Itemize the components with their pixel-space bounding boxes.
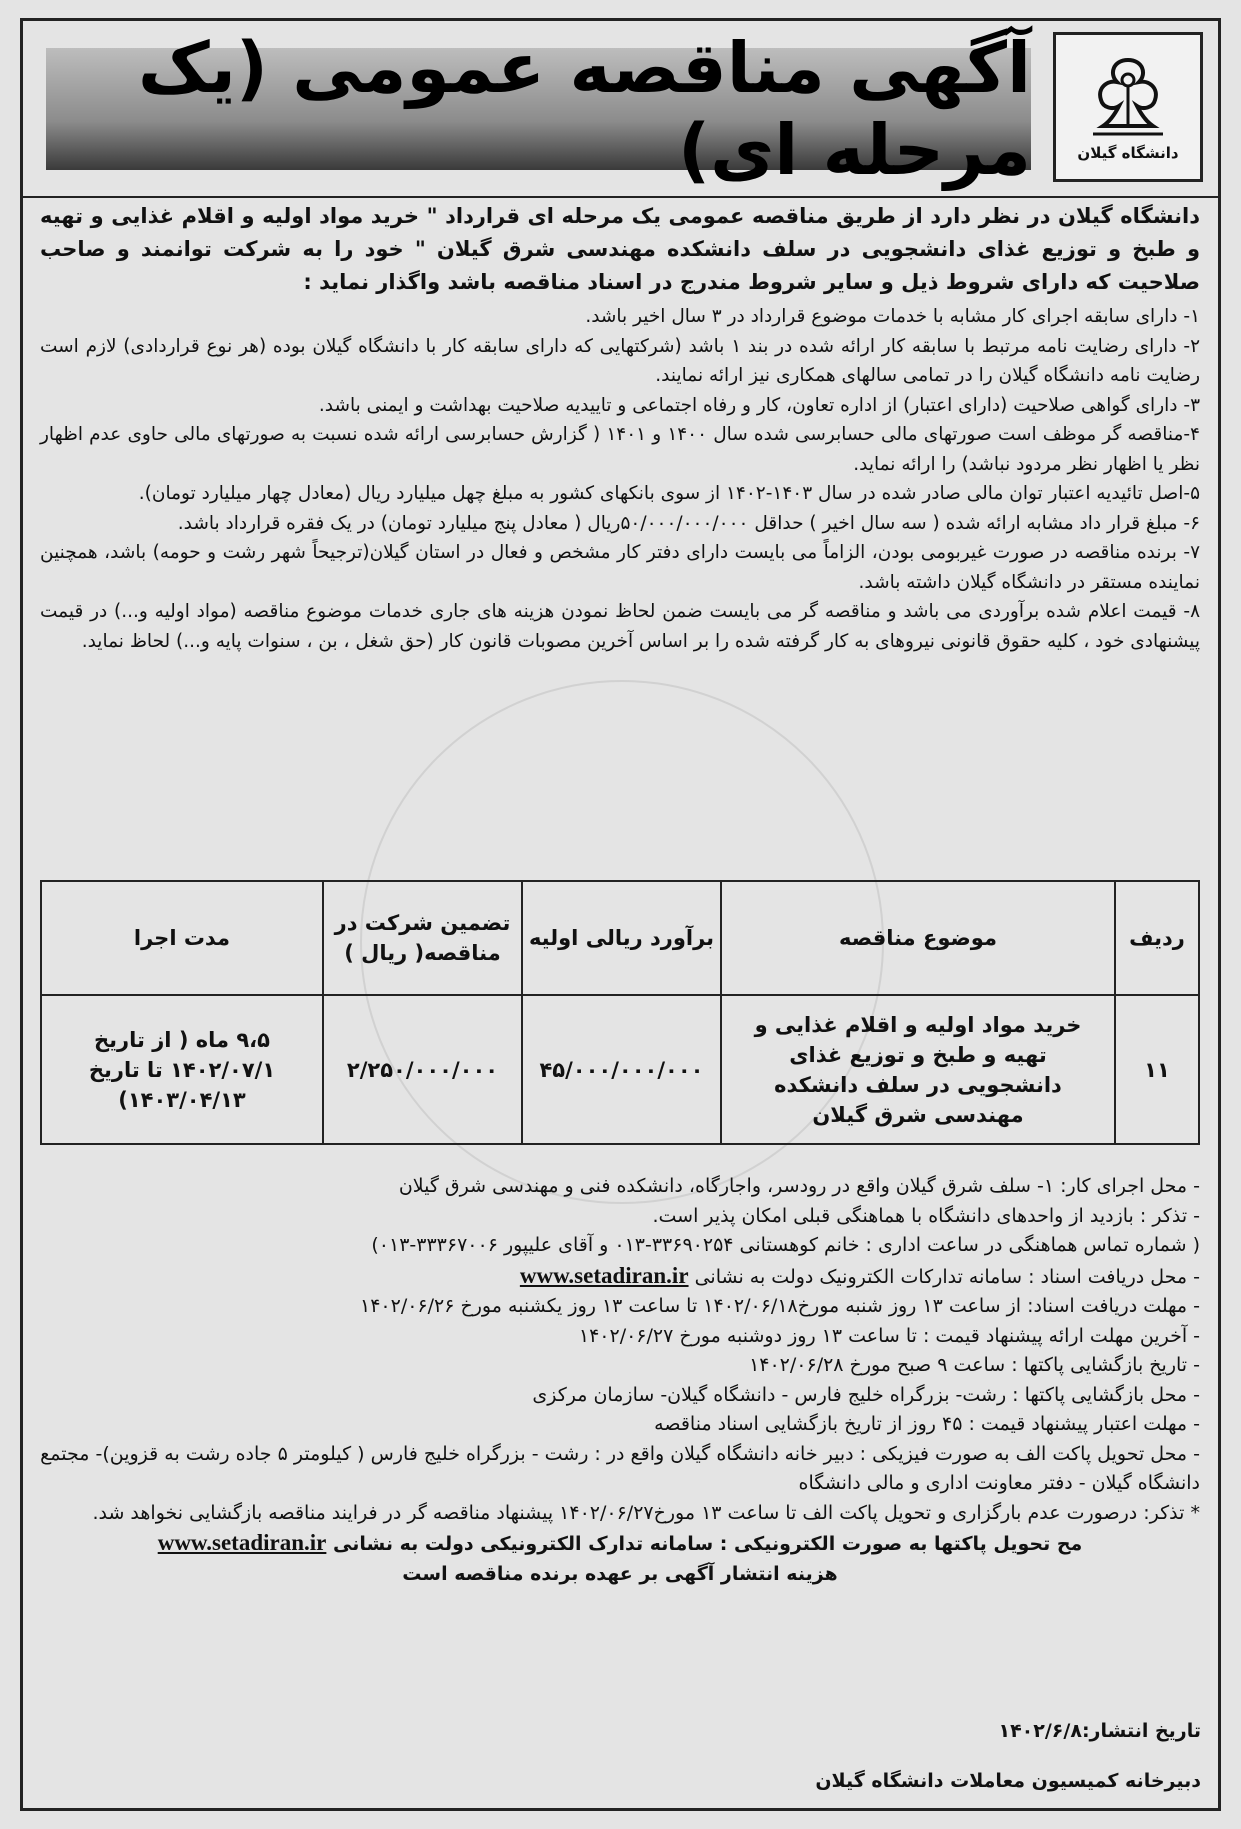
title-band — [46, 27, 1031, 191]
info-line: - تاریخ بازگشایی پاکتها : ساعت ۹ صبح مورخ ۱۴۰۲/۰۶/۲۸ — [749, 1354, 1200, 1376]
condition-item: ۲- دارای رضایت نامه مرتبط با سابقه کار ارائه شده در بند ۱ باشد (شرکتهایی که دارای سابقه کار با دانشگاه گیلان بوده (هر نوع قراردادی) لازم است رضایت نامه دانشگاه گیلان را در تمامی سالهای همکاری نیز ارائه نمایند. — [40, 335, 1200, 386]
col-subject: موضوع مناقصه — [721, 881, 1115, 995]
info-line — [40, 1261, 1200, 1293]
condition-item: ۶- مبلغ قرار داد مشابه ارائه شده ( سه سال اخیر ) حداقل ۵۰/۰۰۰/۰۰۰/۰۰۰ریال ( معادل پنج میلیارد تومان) در یک فقره قرارداد باشد. — [177, 512, 1200, 534]
info-section — [40, 1172, 1200, 1589]
setadiran-link[interactable]: www.setadiran.ir — [519, 1262, 689, 1288]
condition-item: ۴-مناقصه گر موظف است صورتهای مالی حسابرسی شده سال ۱۴۰۰ و ۱۴۰۱ ( گزارش حسابرسی ارائه شده نسبت به صورتهای مالی حاوی عدم اظهار نظر یا اظهار نظر مردود نباشد) را ارائه نماید. — [40, 424, 1200, 475]
tender-table — [40, 880, 1200, 1145]
condition-item: ۱- دارای سابقه اجرای کار مشابه با خدمات موضوع قرارداد در ۳ سال اخیر باشد. — [585, 306, 1200, 327]
info-text: مح تحویل پاکتها به صورت الکترونیکی : سامانه تدارک الکترونیکی دولت به نشانی — [333, 1533, 1083, 1555]
condition-item: ۷- برنده مناقصه در صورت غیربومی بودن، الزاماً می بایست دارای دفتر کار مشخص و فعال در استان گیلان(ترجیحاً شهر رشت و حومه) باشد، همچنین نماینده مستقر در دانشگاه گیلان داشته باشد. — [40, 542, 1200, 593]
cell-subject: خرید مواد اولیه و اقلام غذایی و تهیه و طبخ و توزیع غذای دانشجویی در سلف دانشکده مهندسی شرق گیلان — [721, 995, 1115, 1144]
condition-item: ۵-اصل تائیدیه اعتبار توان مالی صادر شده در سال ۱۴۰۳-۱۴۰۲ از سوی بانکهای کشور به مبلغ چهل میلیارد ریال (معادل چهار میلیارد تومان). — [138, 483, 1200, 504]
info-line: - تذکر : بازدید از واحدهای دانشگاه با هماهنگی قبلی امکان پذیر است. — [652, 1204, 1200, 1227]
university-logo — [1053, 32, 1203, 182]
col-guarantee: تضمین شرکت در مناقصه( ریال ) — [323, 881, 522, 995]
info-line: - مهلت دریافت اسناد: از ساعت ۱۳ روز شنبه مورخ۱۴۰۲/۰۶/۱۸ تا ساعت ۱۳ روز یکشنبه مورخ ۱۴۰۲/۰۶/۲۶ — [360, 1295, 1200, 1317]
cost-note: هزینه انتشار آگهی بر عهده برنده مناقصه است — [402, 1562, 838, 1585]
publish-date: تاریخ انتشار:۱۴۰۲/۶/۸ — [998, 1720, 1201, 1742]
header — [20, 18, 1221, 198]
page-title: آگهی مناقصه عمومی (یک مرحله ای) — [137, 27, 1031, 191]
conditions-list — [40, 302, 1200, 656]
col-duration: مدت اجرا — [41, 881, 323, 995]
setadiran-link-2[interactable]: www.setadiran.ir — [157, 1530, 327, 1555]
info-line: * تذکر: درصورت عدم بارگزاری و تحویل پاکت الف تا ساعت ۱۳ مورخ۱۴۰۲/۰۶/۲۷ پیشنهاد مناقصه گر در فرایند مناقصه بازگشایی نخواهد شد. — [92, 1501, 1200, 1524]
info-line: - آخرین مهلت ارائه پیشنهاد قیمت : تا ساعت ۱۳ روز دوشنبه مورخ ۱۴۰۲/۰۶/۲۷ — [578, 1324, 1200, 1347]
logo-text: دانشگاه گیلان — [1077, 144, 1179, 162]
cell-estimate: ۴۵/۰۰۰/۰۰۰/۰۰۰ — [522, 995, 721, 1144]
cell-row: ۱۱ — [1115, 995, 1199, 1144]
logo-emblem-icon — [1073, 52, 1183, 142]
info-line: - محل تحویل پاکت الف به صورت فیزیکی : دبیر خانه دانشگاه گیلان واقع در : رشت - بزرگراه خلیج فارس ( کیلومتر ۵ جاده رشت به قزوین)- مجتمع دانشگاه گیلان - دفتر معاونت اداری و مالی دانشگاه — [40, 1442, 1200, 1494]
cell-duration: ۹،۵ ماه ( از تاریخ ۱۴۰۲/۰۷/۱ تا تاریخ ۱۴۰۳/۰۴/۱۳) — [41, 995, 323, 1144]
info-line: - محل بازگشایی پاکتها : رشت- بزرگراه خلیج فارس - دانشگاه گیلان- سازمان مرکزی — [532, 1383, 1200, 1406]
table-row — [41, 995, 1199, 1144]
info-line: - مهلت اعتبار پیشنهاد قیمت : ۴۵ روز از تاریخ بازگشایی اسناد مناقصه — [654, 1413, 1200, 1435]
table-header-row — [41, 881, 1199, 995]
condition-item: ۳- دارای گواهی صلاحیت (دارای اعتبار) از اداره تعاون، کار و رفاه اجتماعی و تاییدیه صلاحیت بهداشت و ایمنی باشد. — [318, 394, 1200, 416]
cell-guarantee: ۲/۲۵۰/۰۰۰/۰۰۰ — [323, 995, 522, 1144]
intro-paragraph: دانشگاه گیلان در نظر دارد از طریق مناقصه عمومی یک مرحله ای قرارداد " خرید مواد اولیه و اقلام غذایی و تهیه و طبخ و توزیع غذای دانشجویی در سلف دانشکده مهندسی شرق گیلان " خود را به شرکت توانمند و صاحب صلاحیت که دارای شروط ذیل و سایر شروط مندرج در اسناد مناقصه باشد واگذار نماید : — [40, 204, 1200, 294]
col-row: ردیف — [1115, 881, 1199, 995]
condition-item: ۸- قیمت اعلام شده برآوردی می باشد و مناقصه گر می بایست ضمن لحاظ نمودن هزینه های جاری خدمات موضوع مناقصه (مواد اولیه و...) در قیمت پیشنهادی خود ، کلیه حقوق قانونی نیروهای به کار گرفته شده را بر اساس آخرین مصوبات قانون کار (حق شغل ، بن ، سنوات پایه و...) لحاظ نماید. — [40, 601, 1200, 652]
info-text: - محل دریافت اسناد : سامانه تدارکات الکترونیک دولت به نشانی — [694, 1265, 1200, 1288]
info-line — [40, 1528, 1200, 1560]
col-estimate: برآورد ریالی اولیه — [522, 881, 721, 995]
info-line: - محل اجرای کار: ۱- سلف شرق گیلان واقع در رودسر، واجارگاه، دانشکده فنی و مهندسی شرق گیلان — [398, 1175, 1200, 1197]
info-line: ( شماره تماس هماهنگی در ساعت اداری : خانم کوهستانی ۳۳۶۹۰۲۵۴-۰۱۳ و آقای علیپور ۳۳۳۶۷۰۰۶-۰۱۳) — [371, 1234, 1200, 1256]
footer-signature: دبیرخانه کمیسیون معاملات دانشگاه گیلان — [815, 1770, 1201, 1792]
